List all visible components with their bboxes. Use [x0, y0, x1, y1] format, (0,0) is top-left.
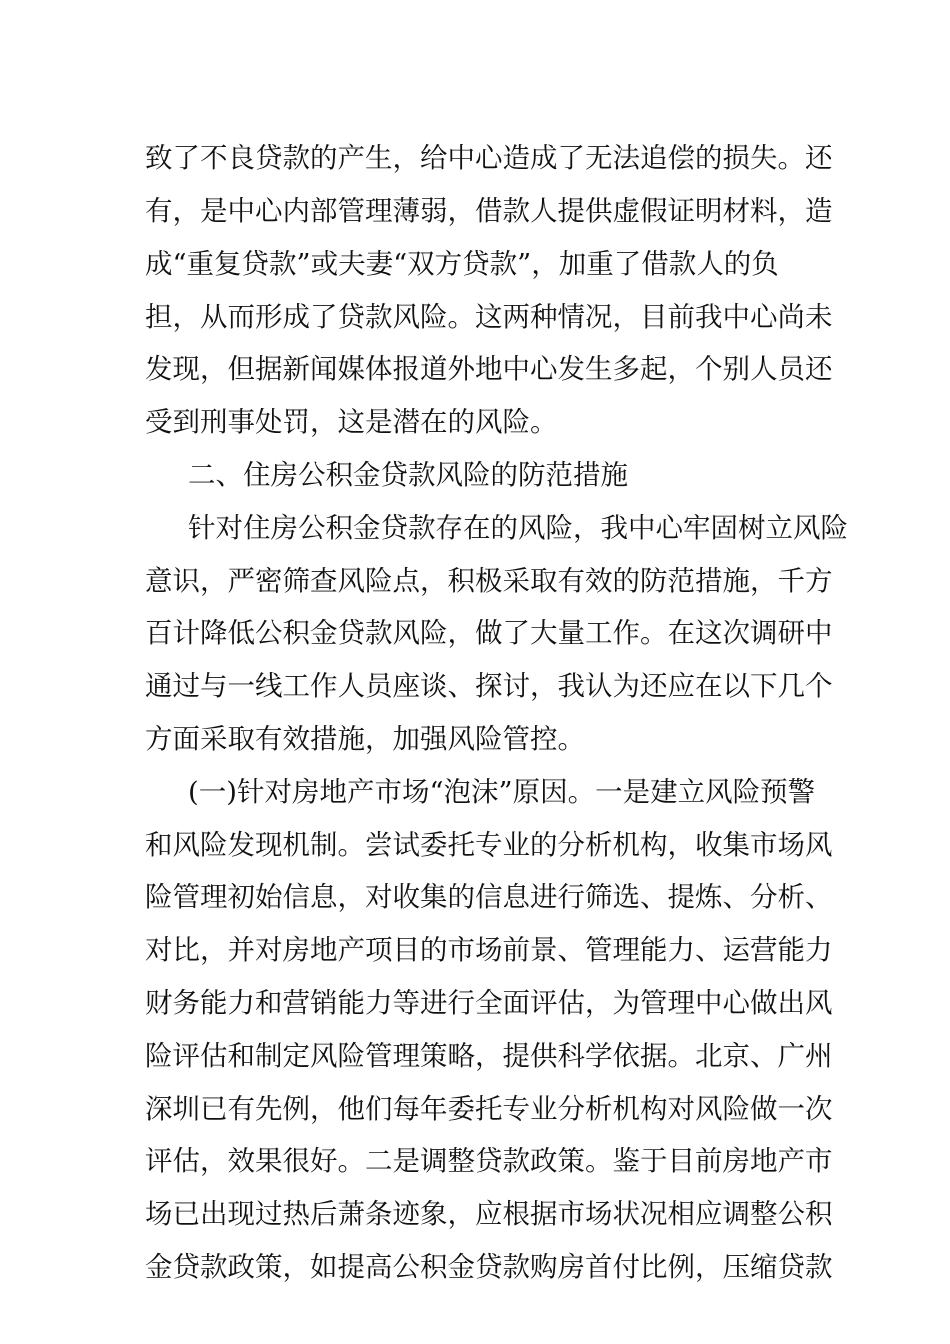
paragraph-line: 担，从而形成了贷款风险。这两种情况，目前我中心尚未 — [145, 301, 833, 333]
paragraph-line: 发现，但据新闻媒体报道外地中心发生多起，个别人员还 — [145, 353, 833, 385]
paragraph-line: 场已出现过热后萧条迹象，应根据市场状况相应调整公积 — [145, 1198, 833, 1230]
paragraph-line: 财务能力和营销能力等进行全面评估，为管理中心做出风 — [145, 987, 833, 1019]
paragraph-line: 致了不良贷款的产生，给中心造成了无法追偿的损失。还 — [145, 142, 833, 174]
paragraph-line: 方面采取有效措施，加强风险管控。 — [145, 723, 585, 755]
paragraph-line: (一)针对房地产市场“泡沫”原因。一是建立风险预警 — [188, 776, 816, 808]
paragraph-line: 险管理初始信息，对收集的信息进行筛选、提炼、分析、 — [145, 881, 833, 913]
paragraph-line: 和风险发现机制。尝试委托专业的分析机构，收集市场风 — [145, 829, 833, 861]
paragraph-line: 成“重复贷款”或夫妻“双方贷款”，加重了借款人的负 — [145, 248, 779, 280]
section-heading: 二、住房公积金贷款风险的防范措施 — [188, 459, 628, 491]
paragraph-line: 百计降低公积金贷款风险，做了大量工作。在这次调研中 — [145, 617, 833, 649]
paragraph-line: 金贷款政策，如提高公积金贷款购房首付比例，压缩贷款 — [145, 1251, 833, 1283]
paragraph-line: 通过与一线工作人员座谈、探讨，我认为还应在以下几个 — [145, 670, 833, 702]
paragraph-line: 意识，严密筛查风险点，积极采取有效的防范措施，千方 — [145, 565, 833, 597]
paragraph-line: 对比，并对房地产项目的市场前景、管理能力、运营能力 — [145, 934, 833, 966]
paragraph-line: 针对住房公积金贷款存在的风险，我中心牢固树立风险 — [188, 512, 848, 544]
paragraph-line: 受到刑事处罚，这是潜在的风险。 — [145, 406, 558, 438]
paragraph-line: 评估，效果很好。二是调整贷款政策。鉴于目前房地产市 — [145, 1145, 833, 1177]
paragraph-line: 深圳已有先例，他们每年委托专业分析机构对风险做一次 — [145, 1093, 833, 1125]
paragraph-line: 有，是中心内部管理薄弱，借款人提供虚假证明材料，造 — [145, 195, 833, 227]
paragraph-line: 险评估和制定风险管理策略，提供科学依据。北京、广州 — [145, 1040, 833, 1072]
